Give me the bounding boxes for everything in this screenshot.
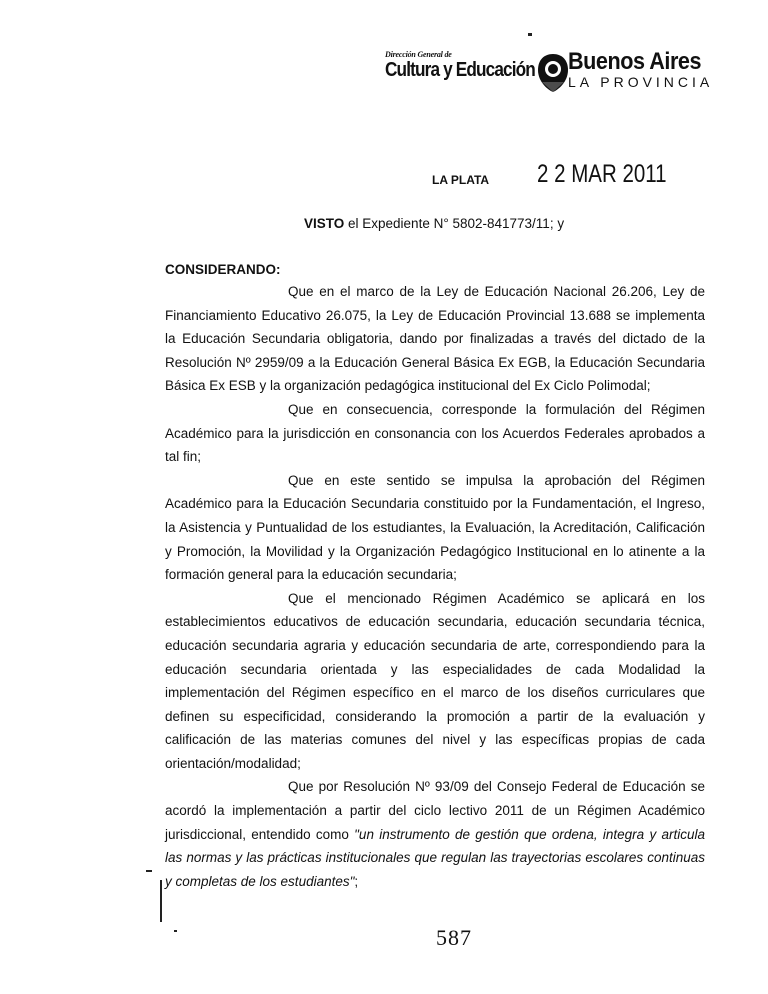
visto-line	[304, 216, 564, 231]
date-stamp: 2 2 MAR 2011	[537, 160, 667, 188]
province-logo	[568, 50, 716, 90]
province-title: Buenos Aires	[568, 48, 702, 75]
place-label: LA PLATA	[432, 173, 490, 187]
paragraph: Que en el marco de la Ley de Educación Nacional 26.206, Ley de Financiamiento Educativo 26.075, la Ley de Educación Provincial 13.688 se implementa la Educación Secundaria obligatoria, dando por finalizadas a través del dictado de la Resolución Nº 2959/09 a la Educación General Básica Ex EGB, la Educación Secundaria Básica Ex ESB y la organización pedagógica institucional del Ex Ciclo Polimodal;	[165, 284, 705, 394]
considerando-heading: CONSIDERANDO:	[165, 262, 281, 277]
page-number: 587	[436, 925, 472, 950]
paragraph-tail: ;	[354, 873, 359, 889]
paragraph: Que en este sentido se impulsa la aprobación del Régimen Académico para la Educación Secundaria constituido por la Fundamentación, el Ingreso, la Asistencia y Puntualidad de los estudiantes, la Evaluación, la Acreditación, Calificación y Promoción, la Movilidad y la Organización Pedagógico Institucional en lo atinente a la formación general para la educación secundaria;	[165, 472, 705, 583]
paragraph: Que en consecuencia, corresponde la formulación del Régimen Académico para la jurisdicción en consonancia con los Acuerdos Federales aprobados a tal fin;	[165, 401, 705, 465]
department-small-text: Dirección General de	[385, 50, 452, 59]
paragraph-quote: "un instrumento de gestión que ordena, integra y articula las normas y las prácticas institucionales que regulan las trayectorias escolares continuas y completas de los estudiantes"	[165, 826, 705, 889]
scan-mark	[146, 870, 152, 872]
province-subtitle: LA PROVINCIA	[568, 74, 714, 90]
scan-mark	[174, 930, 177, 932]
province-seal-icon	[536, 52, 570, 94]
paragraph-lead: Que por Resolución Nº 93/09 del Consejo Federal de Educación se acordó la implementación a partir del ciclo lectivo 2011 de un Régimen Académico jurisdiccional, entendido como	[165, 779, 705, 842]
scan-mark	[160, 880, 162, 922]
visto-label: VISTO	[304, 216, 345, 231]
document-body	[165, 280, 705, 893]
paragraph-last	[165, 775, 705, 893]
paragraph: Que el mencionado Régimen Académico se aplicará en los establecimientos educativos de educación secundaria, educación secundaria técnica, educación secundaria agraria y educación secundaria de arte, correspondiendo para la educación secundaria orientada y las especialidades de cada Modalidad la implementación del Régimen específico en el marco de los diseños curriculares que definen su especificidad, considerando la promoción a partir de la evaluación y calificación de las materias comunes del nivel y las específicas propias de cada orientación/modalidad;	[165, 590, 705, 771]
department-large-text: Cultura y Educación	[385, 59, 535, 81]
scan-mark	[528, 33, 532, 36]
department-logo	[385, 50, 559, 81]
visto-text: el Expediente N° 5802-841773/11; y	[344, 216, 565, 231]
